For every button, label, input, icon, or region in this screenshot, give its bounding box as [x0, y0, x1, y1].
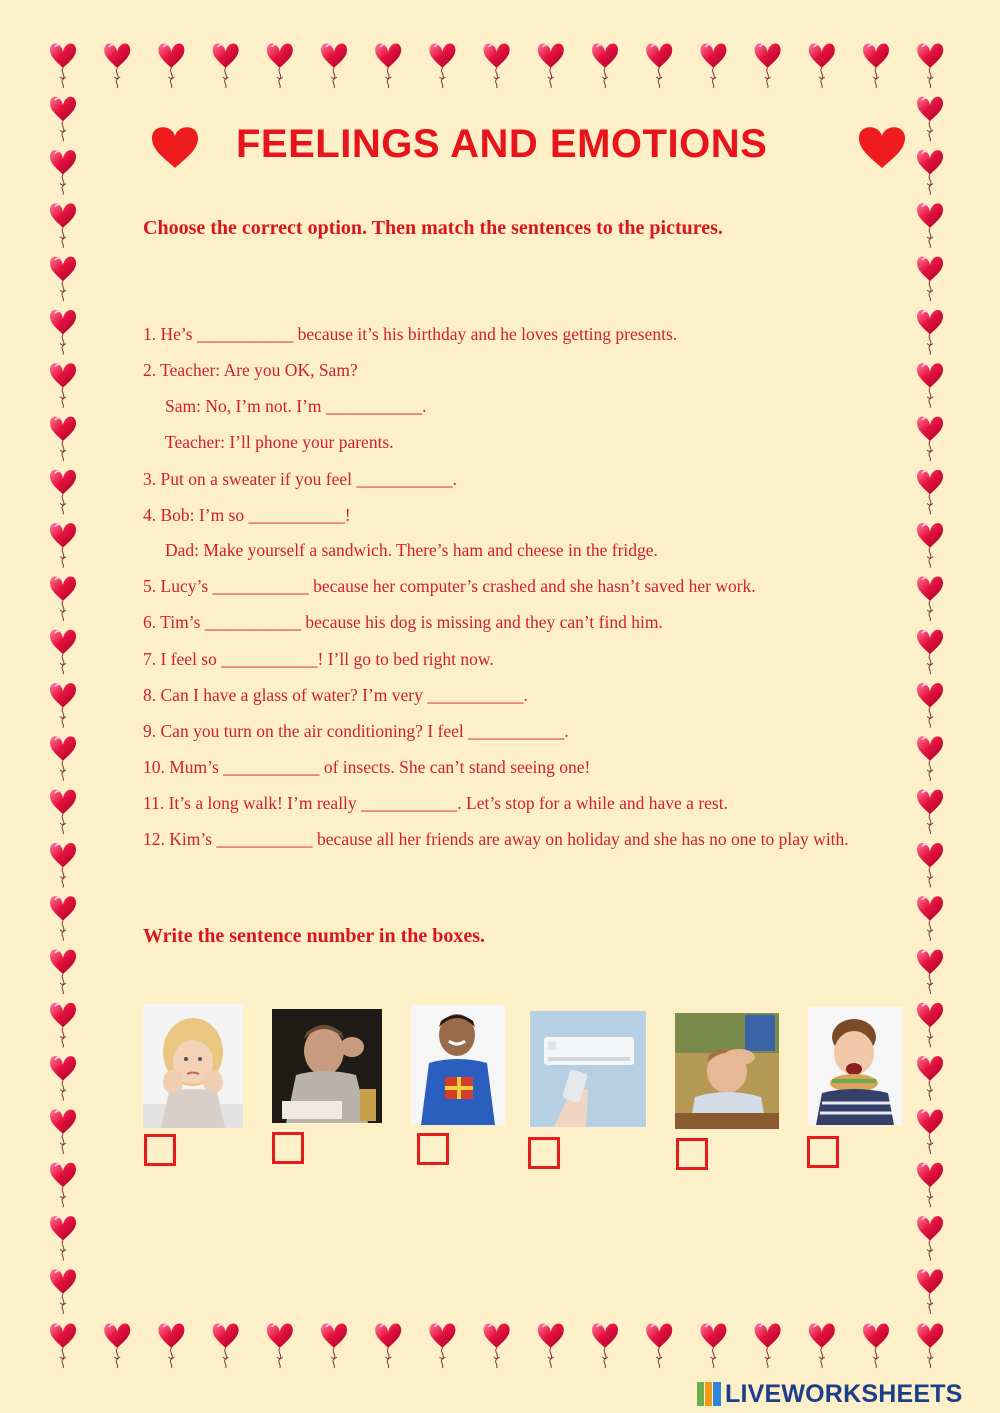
heart-balloon-icon: [50, 310, 76, 355]
heart-balloon-icon: [917, 736, 943, 781]
heart-balloon-icon: [538, 1323, 564, 1368]
heart-balloon-icon: [50, 1003, 76, 1048]
heart-balloon-icon: [50, 1056, 76, 1101]
heart-balloon-icon: [213, 43, 239, 88]
heart-balloon-icon: [321, 1323, 347, 1368]
heart-balloon-icon: [50, 97, 76, 142]
heart-balloon-icon: [484, 1323, 510, 1368]
heart-balloon-icon: [50, 1216, 76, 1261]
heart-balloon-icon: [104, 43, 130, 88]
heart-balloon-icon: [917, 1109, 943, 1154]
sentence-5: 5. Lucy’s ___________ because her computer’s crashed and she hasn’t saved her work.: [143, 576, 756, 596]
liveworksheets-brand: LIVEWORKSHEETS: [725, 1379, 963, 1408]
heart-balloon-icon: [50, 950, 76, 995]
sentence-7: 7. I feel so ___________! I’ll go to bed right now.: [143, 649, 494, 669]
heart-balloon-icon: [50, 1109, 76, 1154]
heart-balloon-icon: [700, 43, 726, 88]
heart-balloon-icon: [863, 43, 889, 88]
heart-balloon-icon: [917, 310, 943, 355]
heart-balloon-icon: [917, 576, 943, 621]
sentence-2-sam: Sam: No, I’m not. I’m ___________.: [165, 396, 427, 416]
sentence-6: 6. Tim’s ___________ because his dog is missing and they can’t find him.: [143, 612, 663, 632]
heart-balloon-icon: [917, 257, 943, 302]
heart-balloon-icon: [700, 1323, 726, 1368]
answer-box-1[interactable]: [144, 1134, 176, 1166]
sentence-2-teacher: Teacher: I’ll phone your parents.: [165, 432, 394, 452]
instruction-write: Write the sentence number in the boxes.: [143, 925, 486, 947]
instruction-choose: Choose the correct option. Then match the sentences to the pictures.: [143, 217, 723, 239]
heart-balloon-icon: [917, 896, 943, 941]
sentence-10: 10. Mum’s ___________ of insects. She can’t stand seeing one!: [143, 757, 591, 777]
heart-balloon-icon: [50, 683, 76, 728]
heart-balloon-icon: [917, 843, 943, 888]
sentence-2: 2. Teacher: Are you OK, Sam?: [143, 360, 358, 380]
answer-box-2[interactable]: [272, 1132, 304, 1164]
heart-balloon-icon: [429, 43, 455, 88]
sentence-3: 3. Put on a sweater if you feel ___________.: [143, 469, 457, 489]
happy-boy-with-present-picture: [411, 1005, 505, 1125]
heart-balloon-icon: [50, 203, 76, 248]
heart-balloon-icon: [809, 1323, 835, 1368]
heart-balloon-icon: [50, 843, 76, 888]
heart-balloon-icon: [375, 1323, 401, 1368]
sentence-8: 8. Can I have a glass of water? I’m very ___________.: [143, 685, 528, 705]
answer-box-5[interactable]: [676, 1138, 708, 1170]
answer-box-6[interactable]: [807, 1136, 839, 1168]
sentence-9: 9. Can you turn on the air conditioning? I feel ___________.: [143, 721, 569, 741]
title-row: [140, 118, 920, 178]
heart-balloon-icon: [104, 1323, 130, 1368]
heart-balloon-icon: [50, 576, 76, 621]
heart-balloon-icon: [755, 43, 781, 88]
heart-balloon-icon: [50, 417, 76, 462]
page-title: FEELINGS AND EMOTIONS: [236, 122, 768, 166]
heart-balloon-icon: [809, 43, 835, 88]
heart-balloon-icon: [50, 1163, 76, 1208]
heart-balloon-icon: [917, 523, 943, 568]
heart-balloon-icon: [917, 790, 943, 835]
heart-balloon-icon: [50, 896, 76, 941]
heart-balloon-icon: [50, 150, 76, 195]
heart-balloon-icon: [50, 1269, 76, 1314]
liveworksheets-logo: [697, 1380, 963, 1408]
heart-balloon-icon: [321, 43, 347, 88]
heart-balloon-icon: [917, 1216, 943, 1261]
heart-balloon-icon: [917, 470, 943, 515]
hungry-boy-eating-sandwich-picture: [808, 1007, 902, 1125]
heart-balloon-icon: [755, 1323, 781, 1368]
heart-balloon-icon: [917, 363, 943, 408]
liveworksheets-logo-icon: [697, 1382, 721, 1406]
heart-balloon-icon: [917, 417, 943, 462]
heart-balloon-icon: [592, 1323, 618, 1368]
stressed-man-picture: [272, 1009, 382, 1123]
heart-balloon-icon: [646, 43, 672, 88]
heart-balloon-icon: [917, 97, 943, 142]
heart-balloon-icon: [646, 1323, 672, 1368]
heart-balloon-icon: [538, 43, 564, 88]
heart-icon: [857, 122, 907, 170]
heart-balloon-icon: [213, 1323, 239, 1368]
heart-icon: [150, 122, 200, 170]
heart-balloon-icon: [50, 790, 76, 835]
sentence-11: 11. It’s a long walk! I’m really ___________. Let’s stop for a while and have a rest.: [143, 793, 728, 813]
heart-balloon-icon: [50, 363, 76, 408]
heart-balloon-icon: [917, 1323, 943, 1368]
heart-balloon-icon: [50, 630, 76, 675]
heart-balloon-icon: [50, 470, 76, 515]
heart-balloon-icon: [429, 1323, 455, 1368]
air-conditioner-picture: [530, 1011, 646, 1127]
heart-balloon-icon: [158, 43, 184, 88]
heart-balloon-icon: [917, 950, 943, 995]
heart-balloon-icon: [917, 150, 943, 195]
bored-girl-picture: [143, 1004, 243, 1128]
heart-balloon-icon: [917, 43, 943, 88]
heart-balloon-icon: [50, 1323, 76, 1368]
heart-balloon-icon: [917, 683, 943, 728]
heart-balloon-icon: [917, 1003, 943, 1048]
sentence-4-dad: Dad: Make yourself a sandwich. There’s ham and cheese in the fridge.: [165, 540, 658, 560]
heart-balloon-icon: [267, 43, 293, 88]
heart-balloon-icon: [917, 1163, 943, 1208]
heart-balloon-icon: [50, 257, 76, 302]
sentence-12: 12. Kim’s ___________ because all her friends are away on holiday and she has no one to play with.: [143, 829, 849, 849]
answer-box-3[interactable]: [417, 1133, 449, 1165]
sentence-4: 4. Bob: I’m so ___________!: [143, 505, 351, 525]
heart-balloon-icon: [917, 1269, 943, 1314]
heart-balloon-icon: [592, 43, 618, 88]
heart-balloon-icon: [50, 736, 76, 781]
heart-balloon-icon: [917, 1056, 943, 1101]
answer-box-4[interactable]: [528, 1137, 560, 1169]
heart-balloon-icon: [267, 1323, 293, 1368]
heart-balloon-icon: [917, 630, 943, 675]
heart-balloon-icon: [484, 43, 510, 88]
heart-balloon-icon: [917, 203, 943, 248]
heart-balloon-icon: [375, 43, 401, 88]
heart-balloon-icon: [50, 523, 76, 568]
heart-balloon-icon: [50, 43, 76, 88]
sentence-1: 1. He’s ___________ because it’s his birthday and he loves getting presents.: [143, 324, 678, 344]
sick-boy-picture: [675, 1013, 779, 1129]
heart-balloon-icon: [863, 1323, 889, 1368]
heart-balloon-icon: [158, 1323, 184, 1368]
